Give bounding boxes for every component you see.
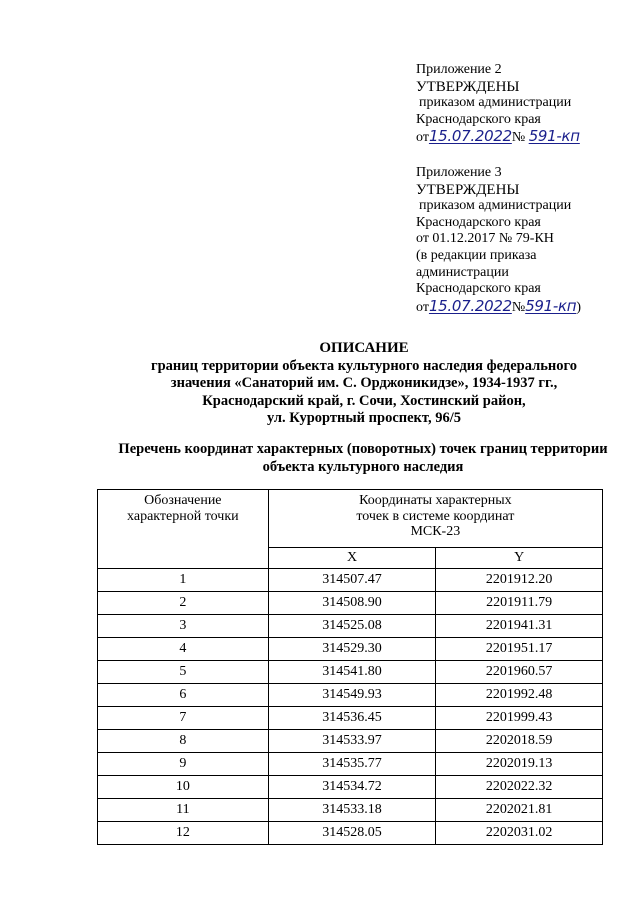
y-coordinate-cell: 2202019.13: [436, 753, 603, 776]
x-coordinate-cell: 314508.90: [268, 592, 436, 615]
coordinates-header-line-2: точек в системе координат: [356, 508, 515, 524]
y-header: Y: [436, 548, 603, 569]
point-number-cell: 5: [98, 661, 269, 684]
x-coordinate-cell: 314507.47: [268, 569, 436, 592]
description-line-2: значения «Санаторий им. С. Орджоникидзе», 1934-1937 гг.,: [170, 375, 558, 391]
x-coordinate-cell: 314533.18: [268, 799, 436, 822]
x-coordinate-cell: 314549.93: [268, 684, 436, 707]
point-number-cell: 6: [98, 684, 269, 707]
point-number-cell: 11: [98, 799, 269, 822]
annex-2-handwritten-date: 15.07.2022: [428, 127, 512, 146]
description-line-1: границ территории объекта культурного наследия федерального: [151, 357, 577, 374]
x-coordinate-cell: 314525.08: [268, 615, 436, 638]
annex-3-prefix: от: [416, 299, 429, 315]
annex-3-title: Приложение 3: [416, 165, 502, 180]
table-row: [98, 661, 603, 684]
y-coordinate-cell: 2202031.02: [436, 822, 603, 845]
annex-2-order-line: [416, 128, 580, 147]
table-row: [98, 753, 603, 776]
table-row: [98, 592, 603, 615]
point-number-cell: 3: [98, 615, 269, 638]
x-coordinate-cell: 314533.97: [268, 730, 436, 753]
table-row: [98, 799, 603, 822]
x-coordinate-cell: 314529.30: [268, 638, 436, 661]
point-number-cell: 7: [98, 707, 269, 730]
annex-3-line6: Краснодарского края: [416, 281, 541, 297]
y-coordinate-cell: 2201999.43: [436, 707, 603, 730]
annex-3-close-paren: ): [576, 299, 581, 315]
table-row: [98, 730, 603, 753]
annex-3-number-sign: №: [511, 299, 526, 315]
annex-2-number-sign: №: [511, 130, 526, 146]
x-coordinate-cell: 314536.45: [268, 707, 436, 730]
x-coordinate-cell: 314541.80: [268, 661, 436, 684]
point-number-cell: 4: [98, 638, 269, 661]
point-number-cell: 2: [98, 592, 269, 615]
annex-3-line1: приказом администрации: [419, 198, 572, 214]
y-coordinate-cell: 2201960.57: [436, 661, 603, 684]
table-row: [98, 707, 603, 730]
y-coordinate-cell: 2202022.32: [436, 776, 603, 799]
coordinates-table: [97, 489, 603, 845]
y-coordinate-cell: 2201951.17: [436, 638, 603, 661]
annex-3-line2: Краснодарского края: [416, 214, 541, 230]
x-coordinate-cell: 314535.77: [268, 753, 436, 776]
description-line-3: Краснодарский край, г. Сочи, Хостинский район,: [202, 392, 526, 409]
y-coordinate-cell: 2201941.31: [436, 615, 603, 638]
table-row: [98, 638, 603, 661]
annex-3-handwritten-date: 15.07.2022: [428, 296, 512, 315]
annex-2-approved: УТВЕРЖДЕНЫ: [416, 78, 520, 95]
description-line-4: ул. Курортный проспект, 96/5: [267, 410, 461, 426]
y-coordinate-cell: 2202021.81: [436, 799, 603, 822]
table-row: [98, 569, 603, 592]
x-coordinate-cell: 314534.72: [268, 776, 436, 799]
list-title-line-2: объекта культурного наследия: [262, 458, 464, 475]
point-header-line-1: Обозначение: [144, 493, 222, 508]
annex-3-line3: от 01.12.2017 № 79-КН: [416, 231, 554, 247]
annex-3-line5: администрации: [416, 264, 509, 280]
annex-3-handwritten-number: 591-кп: [525, 296, 577, 315]
annex-2-block: [416, 62, 580, 147]
point-number-cell: 8: [98, 730, 269, 753]
y-coordinate-cell: 2201912.20: [436, 569, 603, 592]
annex-3-approved: УТВЕРЖДЕНЫ: [416, 181, 520, 198]
table-row: [98, 776, 603, 799]
table-row: [98, 822, 603, 845]
point-number-cell: 10: [98, 776, 269, 799]
coordinates-header-line-1: Координаты характерных: [359, 493, 512, 508]
point-number-cell: 12: [98, 822, 269, 845]
x-coordinate-cell: 314528.05: [268, 822, 436, 845]
description-heading: ОПИСАНИЕ: [319, 340, 409, 356]
annex-2-line2: Краснодарского края: [416, 111, 541, 127]
coordinates-header-line-3: МСК-23: [410, 524, 461, 539]
y-coordinate-cell: 2202018.59: [436, 730, 603, 753]
point-header-line-2: характерной точки: [127, 508, 239, 524]
point-number-cell: 1: [98, 569, 269, 592]
point-header: [98, 490, 269, 569]
annex-3-block: [416, 165, 581, 316]
list-title: [90, 441, 636, 476]
description-block: [96, 340, 632, 428]
annex-3-line4: (в редакции приказа: [416, 247, 537, 263]
list-title-line-1: Перечень координат характерных (поворотных) точек границ территории: [118, 441, 608, 457]
annex-2-title: Приложение 2: [416, 62, 502, 77]
annex-2-line1: приказом администрации: [419, 95, 572, 111]
table-row: [98, 615, 603, 638]
y-coordinate-cell: 2201911.79: [436, 592, 603, 615]
coordinates-header: [268, 490, 602, 548]
annex-3-order-line: [416, 298, 581, 317]
annex-2-handwritten-number: 591-кп: [528, 127, 580, 146]
point-number-cell: 9: [98, 753, 269, 776]
x-header: X: [268, 548, 436, 569]
table-row: [98, 684, 603, 707]
annex-2-prefix: от: [416, 130, 429, 146]
y-coordinate-cell: 2201992.48: [436, 684, 603, 707]
